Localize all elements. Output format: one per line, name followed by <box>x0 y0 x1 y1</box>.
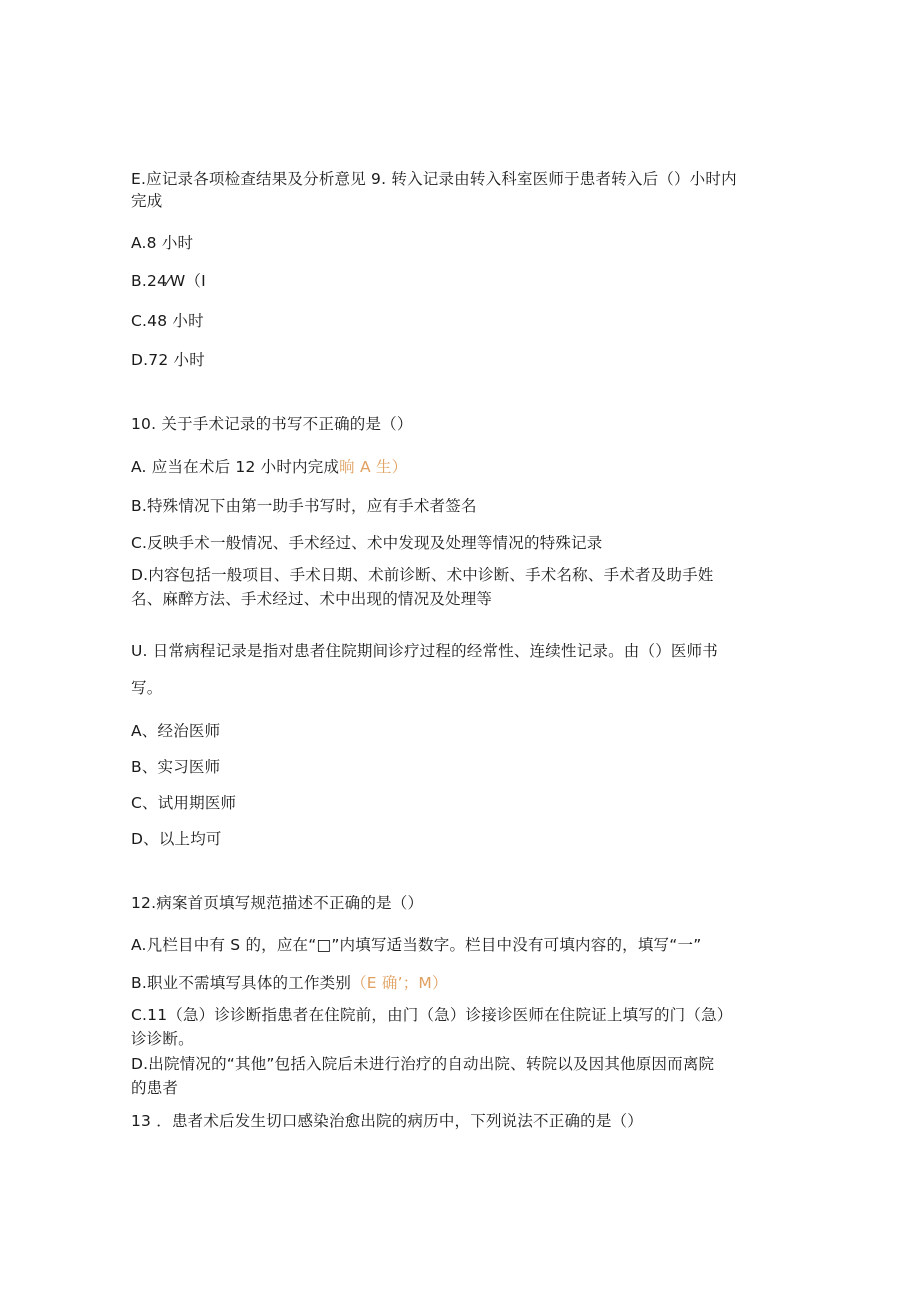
option-line: D、以上均可 <box>131 830 222 848</box>
option-text: B.职业不需填写具体的工作类别 <box>131 974 352 992</box>
option-line <box>131 455 407 477</box>
option-line: D.出院情况的“其他”包括入院后未进行治疗的自动出院、转院以及因其他原因而离院 <box>131 1055 715 1073</box>
option-text: A. 应当在术后 12 小时内完成 <box>131 458 340 476</box>
option-line: C.48 小时 <box>131 312 204 330</box>
text-line: 完成 <box>131 192 163 210</box>
option-line <box>131 971 448 993</box>
option-line: A.凡栏目中有 S 的，应在“□”内填写适当数字。栏目中没有可填内容的，填写“一” <box>131 936 702 954</box>
question-line: 12.病案首页填写规范描述不正确的是（） <box>131 894 424 912</box>
option-line: C.11（急）诊诊断指患者在住院前，由门（急）诊接诊医师在住院证上填写的门（急） <box>131 1006 733 1024</box>
text-line: E.应记录各项检查结果及分析意见 9. 转入记录由转入科室医师于患者转入后（）小时内 <box>131 170 737 188</box>
option-line: C.反映手术一般情况、手术经过、术中发现及处理等情况的特殊记录 <box>131 534 603 552</box>
option-line: A、经治医师 <box>131 722 221 740</box>
option-line: B.特殊情况下由第一助手书写时，应有手术者签名 <box>131 497 477 515</box>
option-line: B.24⁄W（I <box>131 272 206 290</box>
annotation-text: （E 确’；M） <box>351 974 448 992</box>
question-line: 13 ．患者术后发生切口感染治愈出院的病历中，下列说法不正确的是（） <box>131 1112 643 1130</box>
annotation-text: 晌 A 生） <box>339 458 408 476</box>
option-line: C、试用期医师 <box>131 794 237 812</box>
text-line: 诊诊断。 <box>131 1030 194 1048</box>
text-line: 的患者 <box>131 1079 179 1097</box>
text-line: 名、麻醉方法、手术经过、术中出现的情况及处理等 <box>131 590 493 608</box>
text-line: 写。 <box>131 679 163 697</box>
option-line: D.内容包括一般项目、手术日期、术前诊断、术中诊断、手术名称、手术者及助手姓 <box>131 566 714 584</box>
question-line: U. 日常病程记录是指对患者住院期间诊疗过程的经常性、连续性记录。由（）医师书 <box>131 642 719 660</box>
option-line: D.72 小时 <box>131 351 205 369</box>
question-line: 10. 关于手术记录的书写不正确的是（） <box>131 415 413 433</box>
option-line: B、实习医师 <box>131 758 221 776</box>
option-line: A.8 小时 <box>131 234 194 252</box>
